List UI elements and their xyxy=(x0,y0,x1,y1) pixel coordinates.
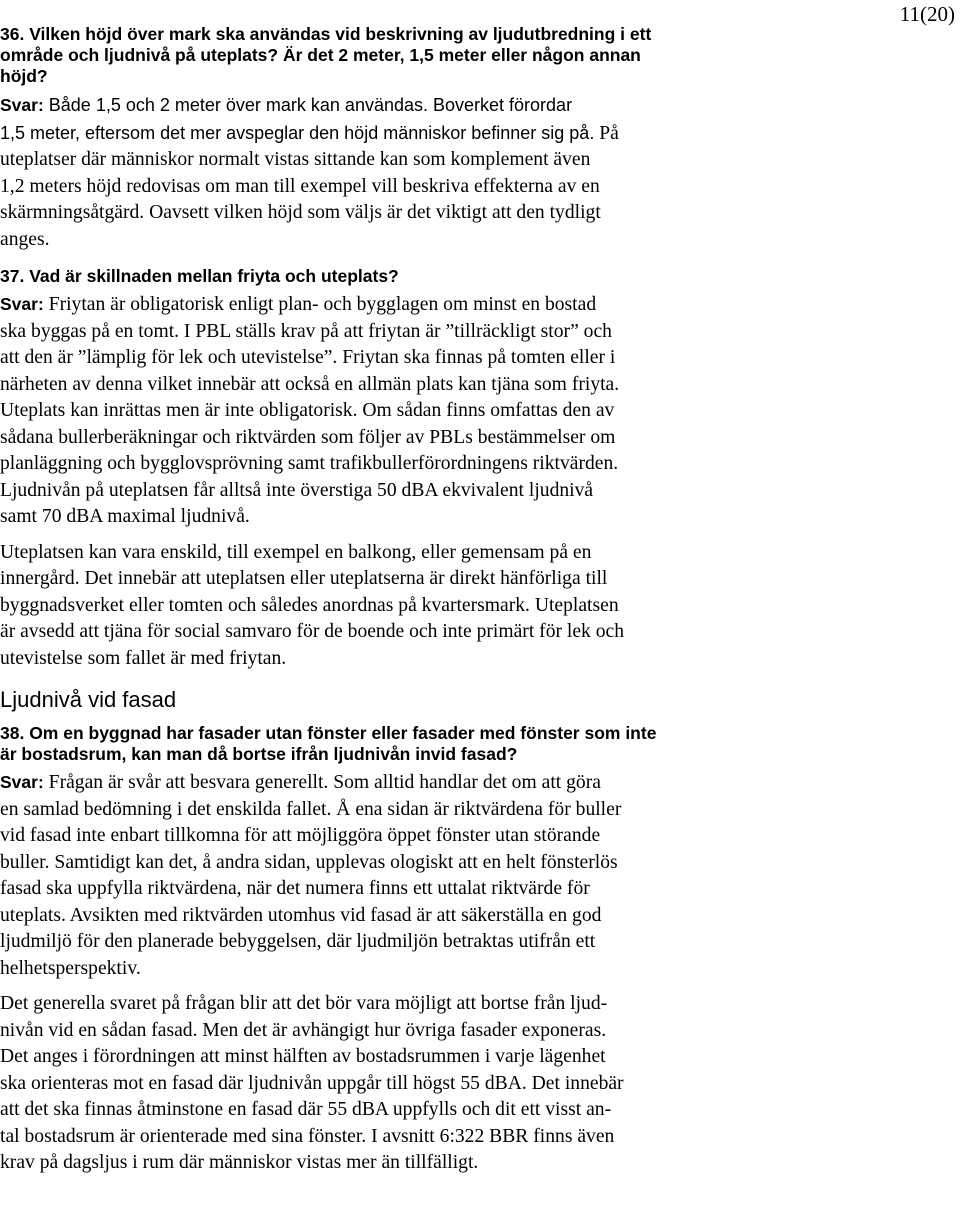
question-38 xyxy=(0,723,760,765)
answer-37 xyxy=(0,291,760,531)
paragraph-line: krav på dagsljus i rum där människor vistas mer än tillfälligt. xyxy=(0,1152,479,1173)
answer-36-line xyxy=(0,92,760,120)
answer-38-text: Frågan är svår att besvara generellt. Som alltid handlar det om att göra xyxy=(43,772,601,793)
answer-37-line xyxy=(0,291,760,319)
answer-36-text: På xyxy=(594,122,619,144)
answer-38-line xyxy=(0,769,760,797)
page-content xyxy=(0,24,760,1177)
paragraph-line: byggnadsverket eller tomten och således anordnas på kvartersmark. Uteplatsen xyxy=(0,594,619,616)
question-37-line: 37. Vad är skillnaden mellan friyta och uteplats? xyxy=(0,266,399,286)
paragraph-line: Det anges i förordningen att minst hälften av bostadsrummen i varje lägenhet xyxy=(0,1046,606,1067)
answer-37-line: samt 70 dBA maximal ljudnivå. xyxy=(0,506,250,527)
answer-38-line: uteplats. Avsikten med riktvärden utomhus vid fasad är att säkerställa en god xyxy=(0,904,602,926)
answer-37-line: Uteplats kan inrättas men är inte obligatorisk. Om sådan finns omfattas den av xyxy=(0,400,615,421)
section-heading: Ljudnivå vid fasad xyxy=(0,687,177,712)
answer-37-line: planläggning och bygglovsprövning samt trafikbullerförordningens riktvärden. xyxy=(0,453,619,474)
answer-37-line: sådana bullerberäkningar och riktvärden som följer av PBLs bestämmelser om xyxy=(0,426,616,448)
paragraph-line: utevistelse som fallet är med friytan. xyxy=(0,647,287,669)
paragraph-line: Det generella svaret på frågan blir att det bör vara möjligt att bortse från ljud- xyxy=(0,993,608,1014)
paragraph-37-2 xyxy=(0,540,760,673)
paragraph-line: Uteplatsen kan vara enskild, till exempel en balkong, eller gemensam på en xyxy=(0,541,592,563)
svar-label: Svar: xyxy=(0,95,44,115)
page-number: 11(20) xyxy=(899,2,955,26)
question-38-line: är bostadsrum, kan man då bortse ifrån ljudnivån invid fasad? xyxy=(0,744,518,764)
paragraph-line: nivån vid en sådan fasad. Men det är avhängigt hur övriga fasader exponeras. xyxy=(0,1019,607,1041)
question-36 xyxy=(0,24,760,87)
answer-37-line: ska byggas på en tomt. I PBL ställs krav på att friytan är ”tillräckligt stor” och xyxy=(0,320,612,342)
answer-36-line: 1,2 meters höjd redovisas om man till exempel vill beskriva effekterna av en xyxy=(0,175,600,197)
paragraph-line: tal bostadsrum är orienterade med sina fönster. I avsnitt 6:322 BBR finns även xyxy=(0,1125,615,1147)
paragraph-line: att det ska finnas åtminstone en fasad där 55 dBA uppfylls och dit ett visst an- xyxy=(0,1099,612,1120)
answer-36 xyxy=(0,92,760,253)
svar-label: Svar: xyxy=(0,772,44,792)
answer-36-line: uteplatser där människor normalt vistas sittande kan som komplement även xyxy=(0,149,591,170)
answer-36-text: 1,5 meter, eftersom det mer avspeglar den höjd människor befinner sig på. xyxy=(0,122,595,143)
answer-38-line: helhetsperspektiv. xyxy=(0,957,141,979)
answer-36-text: Både 1,5 och 2 meter över mark kan användas. Boverket förordar xyxy=(43,95,573,115)
paragraph-38-2 xyxy=(0,991,760,1177)
svar-label: Svar: xyxy=(0,294,44,314)
answer-38-line: fasad ska uppfylla riktvärdena, när det numera finns ett uttalat riktvärde för xyxy=(0,878,590,899)
paragraph-line: är avsedd att tjäna för social samvaro för de boende och inte primärt för lek och xyxy=(0,621,625,642)
answer-37-line: att den är ”lämplig för lek och utevistelse”. Friytan ska finnas på tomten eller i xyxy=(0,347,616,368)
question-36-line: område och ljudnivå på uteplats? Är det 2 meter, 1,5 meter eller någon annan xyxy=(0,45,641,65)
answer-36-line xyxy=(0,120,760,148)
answer-36-line: anges. xyxy=(0,228,50,250)
question-37 xyxy=(0,266,760,287)
paragraph-line: innergård. Det innebär att uteplatsen eller uteplatserna är direkt hänförliga till xyxy=(0,568,608,589)
question-38-line: 38. Om en byggnad har fasader utan fönster eller fasader med fönster som inte xyxy=(0,723,657,743)
paragraph-line: ska orienteras mot en fasad där ljudnivån uppgår till högst 55 dBA. Det innebär xyxy=(0,1072,624,1094)
answer-38 xyxy=(0,769,760,982)
answer-37-line: Ljudnivån på uteplatsen får alltså inte överstiga 50 dBA ekvivalent ljudnivå xyxy=(0,479,594,501)
answer-37-line: närheten av denna vilket innebär att också en allmän plats kan tjäna som friyta. xyxy=(0,373,620,395)
answer-36-line: skärmningsåtgärd. Oavsett vilken höjd som väljs är det viktigt att den tydligt xyxy=(0,202,601,223)
answer-38-line: buller. Samtidigt kan det, å andra sidan, upplevas ologiskt att en helt fönsterlös xyxy=(0,851,618,873)
answer-38-line: en samlad bedömning i det enskilda fallet. Å ena sidan är riktvärdena för buller xyxy=(0,798,622,820)
answer-37-text: Friytan är obligatorisk enligt plan- och bygglagen om minst en bostad xyxy=(43,294,597,315)
question-36-line: 36. Vilken höjd över mark ska användas vid beskrivning av ljudutbredning i ett xyxy=(0,24,652,44)
question-36-line: höjd? xyxy=(0,66,48,86)
answer-38-line: ljudmiljö för den planerade bebyggelsen, där ljudmiljön betraktas utifrån ett xyxy=(0,931,596,952)
answer-38-line: vid fasad inte enbart tillkomna för att möjliggöra öppet fönster utan störande xyxy=(0,825,601,846)
